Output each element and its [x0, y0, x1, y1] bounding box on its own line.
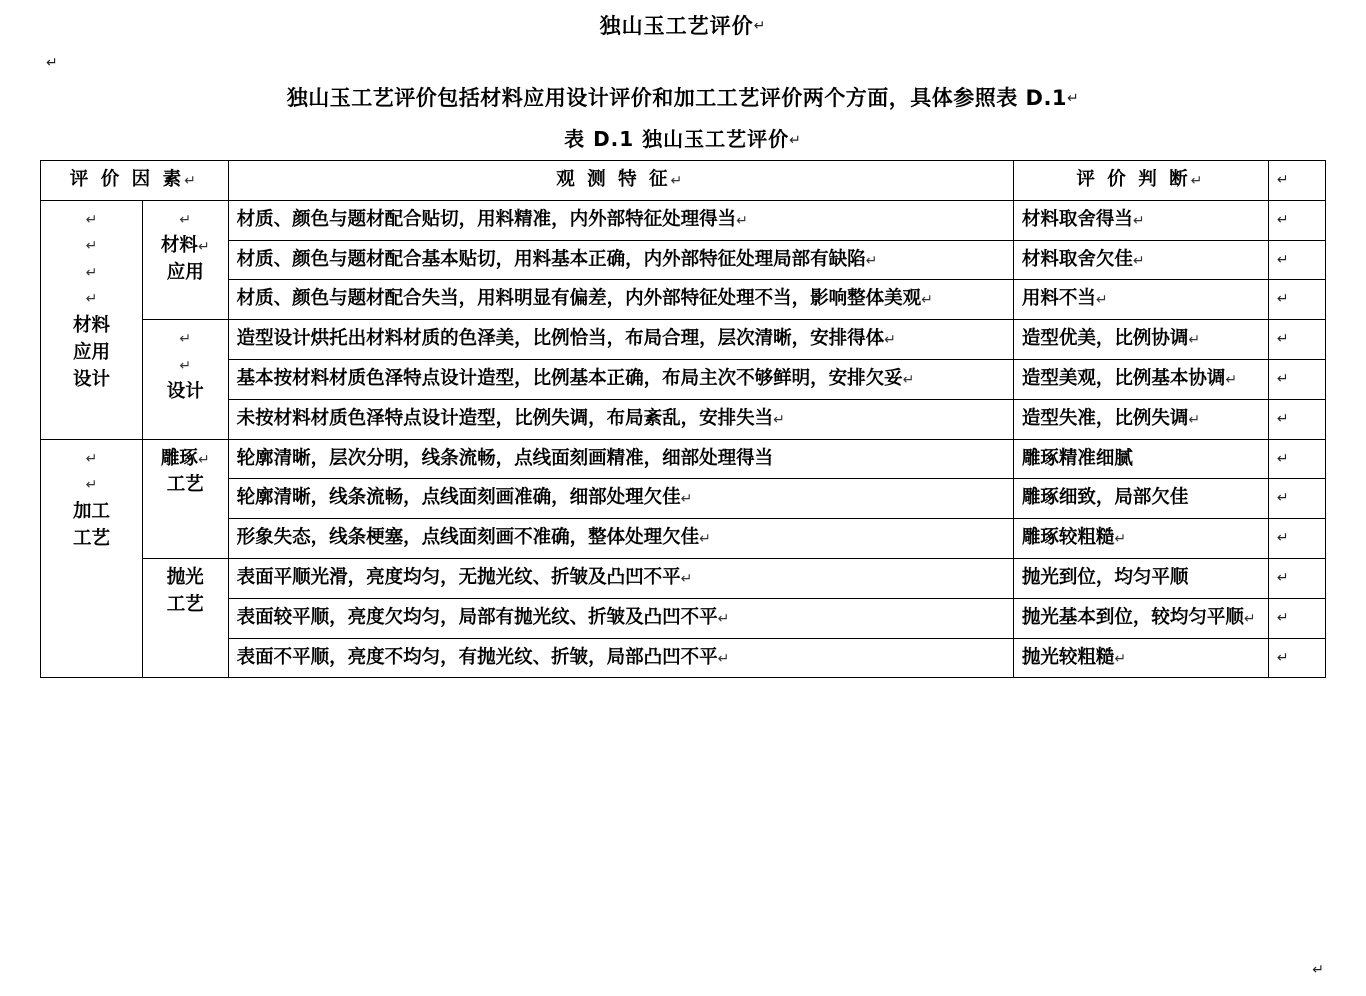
observation-text: 表面较平顺，亮度欠均匀，局部有抛光纹、折皱及凸凹不平 — [236, 606, 718, 628]
judgement-text: 抛光到位，均匀平顺 — [1021, 567, 1189, 589]
observation-cell — [228, 320, 1013, 360]
paragraph-mark-icon: ↵ — [699, 531, 711, 548]
observation-cell — [228, 479, 1013, 519]
row-end-mark — [1268, 200, 1325, 240]
judgement-cell — [1013, 280, 1268, 320]
judgement-cell — [1013, 598, 1268, 638]
judgement-cell — [1013, 519, 1268, 559]
observation-cell — [228, 240, 1013, 280]
paragraph-mark-icon: ↵ — [670, 172, 686, 189]
paragraph-mark-icon: ↵ — [85, 211, 98, 228]
table-caption — [40, 123, 1326, 152]
observation-text: 形象失态，线条梗塞，点线面刻画不准确，整体处理欠佳 — [236, 527, 700, 549]
table-row — [41, 638, 1326, 678]
paragraph-mark-icon: ↵ — [179, 211, 192, 228]
paragraph-mark-icon: ↵ — [1276, 330, 1289, 347]
paragraph-mark-icon: ↵ — [85, 450, 98, 467]
row-end-mark — [1268, 280, 1325, 320]
subgroup-label-line — [151, 233, 220, 260]
row-end-mark — [1268, 399, 1325, 439]
row-end-mark — [1268, 519, 1325, 559]
header-cell-judgement — [1013, 160, 1268, 200]
paragraph-mark-icon: ↵ — [1114, 650, 1127, 667]
evaluation-table — [40, 160, 1326, 679]
paragraph-mark-icon: ↵ — [1276, 171, 1289, 188]
table-row — [41, 598, 1326, 638]
row-end-mark — [1268, 320, 1325, 360]
subgroup-label-text: 雕琢 — [160, 447, 198, 469]
paragraph-mark-icon: ↵ — [789, 132, 802, 149]
group-label-line: 加工 — [72, 500, 110, 522]
paragraph-mark-icon: ↵ — [1276, 649, 1289, 666]
paragraph-mark-icon: ↵ — [85, 291, 98, 308]
document-end-mark — [1312, 962, 1324, 978]
judgement-text: 雕琢较粗糙 — [1021, 527, 1115, 549]
paragraph-mark-icon: ↵ — [1276, 609, 1289, 626]
paragraph-mark-icon: ↵ — [85, 477, 98, 494]
observation-cell — [228, 280, 1013, 320]
group-label-line: 工艺 — [72, 527, 110, 549]
judgement-cell — [1013, 439, 1268, 479]
judgement-text: 用料不当 — [1021, 288, 1096, 310]
paragraph-mark-icon: ↵ — [1276, 370, 1289, 387]
paragraph-mark-icon: ↵ — [1243, 610, 1256, 627]
paragraph-mark-icon: ↵ — [179, 331, 192, 348]
observation-cell — [228, 359, 1013, 399]
observation-cell — [228, 638, 1013, 678]
subgroup-label-line: 工艺 — [166, 474, 204, 496]
paragraph-mark-icon: ↵ — [884, 332, 896, 349]
judgement-text: 抛光基本到位，较均匀平顺 — [1021, 606, 1244, 628]
table-row — [41, 359, 1326, 399]
row-end-mark — [1268, 479, 1325, 519]
observation-text: 基本按材料材质色泽特点设计造型，比例基本正确，布局主次不够鲜明，安排欠妥 — [236, 367, 903, 389]
table-row — [41, 200, 1326, 240]
paragraph-mark-icon: ↵ — [1276, 251, 1289, 268]
paragraph-mark-icon: ↵ — [179, 357, 192, 374]
subgroup-cell-carving — [142, 439, 228, 558]
row-end-mark — [1268, 240, 1325, 280]
paragraph-mark-icon: ↵ — [717, 650, 730, 667]
table-row — [41, 559, 1326, 599]
header-factor-text: 评 价 因 素 — [69, 168, 185, 190]
judgement-cell — [1013, 320, 1268, 360]
header-cell-factor — [41, 160, 229, 200]
paragraph-mark-icon: ↵ — [197, 239, 210, 256]
subgroup-cell-material-application — [142, 200, 228, 319]
observation-text: 材质、颜色与题材配合失当，用料明显有偏差，内外部特征处理不当，影响整体美观 — [236, 288, 922, 310]
paragraph-mark-icon: ↵ — [773, 411, 785, 428]
paragraph-mark-icon: ↵ — [736, 212, 748, 229]
paragraph-mark-icon: ↵ — [1276, 211, 1289, 228]
group-label-line: 材料 — [72, 315, 110, 337]
header-observation-text: 观 测 特 征 — [556, 168, 671, 190]
paragraph-mark-icon: ↵ — [921, 292, 933, 309]
row-end-mark — [1268, 439, 1325, 479]
paragraph-mark-icon: ↵ — [46, 55, 58, 72]
subgroup-label-line — [151, 446, 220, 473]
paragraph-mark-line — [46, 55, 1326, 73]
judgement-text: 雕琢精准细腻 — [1021, 447, 1133, 469]
observation-text: 未按材料材质色泽特点设计造型，比例失调，布局紊乱，安排失当 — [236, 407, 774, 429]
group-cell-material-design — [41, 200, 143, 439]
page-title-text: 独山玉工艺评价 — [599, 14, 754, 38]
paragraph-mark-icon: ↵ — [717, 610, 730, 627]
paragraph-mark-icon: ↵ — [680, 571, 693, 588]
subgroup-label-text: 材料 — [160, 235, 198, 257]
paragraph-mark-icon: ↵ — [1132, 252, 1145, 269]
paragraph-mark-icon: ↵ — [753, 18, 767, 35]
subgroup-label-line: 工艺 — [166, 593, 204, 615]
subgroup-cell-polishing — [142, 559, 228, 678]
observation-cell — [228, 559, 1013, 599]
intro-paragraph — [40, 83, 1326, 115]
paragraph-mark-icon: ↵ — [902, 371, 915, 388]
judgement-cell — [1013, 359, 1268, 399]
judgement-cell — [1013, 559, 1268, 599]
document-page — [0, 12, 1366, 996]
judgement-cell — [1013, 479, 1268, 519]
paragraph-mark-icon: ↵ — [1276, 410, 1289, 427]
paragraph-mark-icon: ↵ — [1190, 172, 1206, 189]
paragraph-mark-icon: ↵ — [1114, 531, 1127, 548]
judgement-text: 抛光较粗糙 — [1021, 646, 1115, 668]
group-cell-processing — [41, 439, 143, 678]
row-end-mark — [1268, 598, 1325, 638]
judgement-text: 雕琢细致，局部欠佳 — [1021, 487, 1189, 509]
observation-text: 材质、颜色与题材配合基本贴切，用料基本正确，内外部特征处理局部有缺陷 — [236, 248, 866, 270]
page-title — [40, 12, 1326, 41]
judgement-text: 造型美观，比例基本协调 — [1021, 367, 1226, 389]
paragraph-mark-icon: ↵ — [85, 264, 98, 281]
table-caption-text: 表 D.1 独山玉工艺评价 — [564, 126, 790, 151]
judgement-cell — [1013, 240, 1268, 280]
table-row — [41, 320, 1326, 360]
paragraph-mark-icon: ↵ — [865, 252, 878, 269]
paragraph-mark-icon: ↵ — [184, 172, 199, 189]
paragraph-mark-icon: ↵ — [1095, 292, 1108, 309]
observation-cell — [228, 598, 1013, 638]
observation-text: 轮廓清晰，线条流畅，点线面刻画准确，细部处理欠佳 — [236, 487, 681, 509]
paragraph-mark-icon: ↵ — [197, 451, 210, 468]
observation-text: 造型设计烘托出材料材质的色泽美，比例恰当，布局合理，层次清晰，安排得体 — [236, 328, 885, 350]
row-end-mark — [1268, 359, 1325, 399]
table-row — [41, 399, 1326, 439]
paragraph-mark-icon: ↵ — [1188, 332, 1201, 349]
table-row — [41, 519, 1326, 559]
table-row — [41, 240, 1326, 280]
observation-cell — [228, 200, 1013, 240]
row-end-mark — [1268, 559, 1325, 599]
observation-cell — [228, 399, 1013, 439]
observation-cell — [228, 519, 1013, 559]
table-header-row — [41, 160, 1326, 200]
paragraph-mark-icon: ↵ — [1132, 212, 1145, 229]
table-row — [41, 439, 1326, 479]
paragraph-mark-icon: ↵ — [85, 238, 98, 255]
subgroup-cell-design — [142, 320, 228, 439]
judgement-text: 造型优美，比例协调 — [1021, 328, 1189, 350]
judgement-text: 材料取舍欠佳 — [1021, 248, 1133, 270]
paragraph-mark-icon: ↵ — [1276, 291, 1289, 308]
judgement-text: 材料取舍得当 — [1021, 208, 1133, 230]
row-end-mark — [1268, 160, 1325, 200]
paragraph-mark-icon: ↵ — [680, 491, 693, 508]
subgroup-label-line: 抛光 — [166, 567, 204, 589]
judgement-cell — [1013, 200, 1268, 240]
observation-text: 表面不平顺，亮度不均匀，有抛光纹、折皱，局部凸凹不平 — [236, 646, 718, 668]
paragraph-mark-icon: ↵ — [1276, 490, 1289, 507]
paragraph-mark-icon: ↵ — [1067, 90, 1080, 107]
paragraph-mark-icon: ↵ — [1276, 569, 1289, 586]
paragraph-mark-icon: ↵ — [1225, 371, 1238, 388]
observation-text: 轮廓清晰，层次分明，线条流畅，点线面刻画精准，细部处理得当 — [236, 447, 774, 469]
group-label-line: 设计 — [72, 368, 110, 390]
group-label-line: 应用 — [72, 341, 110, 363]
observation-text: 材质、颜色与题材配合贴切，用料精准，内外部特征处理得当 — [236, 208, 737, 230]
subgroup-label-line: 应用 — [166, 262, 204, 284]
judgement-cell — [1013, 399, 1268, 439]
observation-cell — [228, 439, 1013, 479]
table-row — [41, 479, 1326, 519]
paragraph-mark-icon: ↵ — [1312, 962, 1324, 978]
paragraph-mark-icon: ↵ — [1276, 530, 1289, 547]
subgroup-label-line: 设计 — [166, 381, 204, 403]
paragraph-mark-icon: ↵ — [1188, 411, 1201, 428]
table-row — [41, 280, 1326, 320]
observation-text: 表面平顺光滑，亮度均匀，无抛光纹、折皱及凸凹不平 — [236, 567, 681, 589]
intro-text: 独山玉工艺评价包括材料应用设计评价和加工工艺评价两个方面，具体参照表 D.1 — [286, 86, 1068, 111]
header-cell-observation — [228, 160, 1013, 200]
row-end-mark — [1268, 638, 1325, 678]
judgement-text: 造型失准，比例失调 — [1021, 407, 1189, 429]
judgement-cell — [1013, 638, 1268, 678]
header-judgement-text: 评 价 判 断 — [1076, 168, 1191, 190]
paragraph-mark-icon: ↵ — [1276, 450, 1289, 467]
